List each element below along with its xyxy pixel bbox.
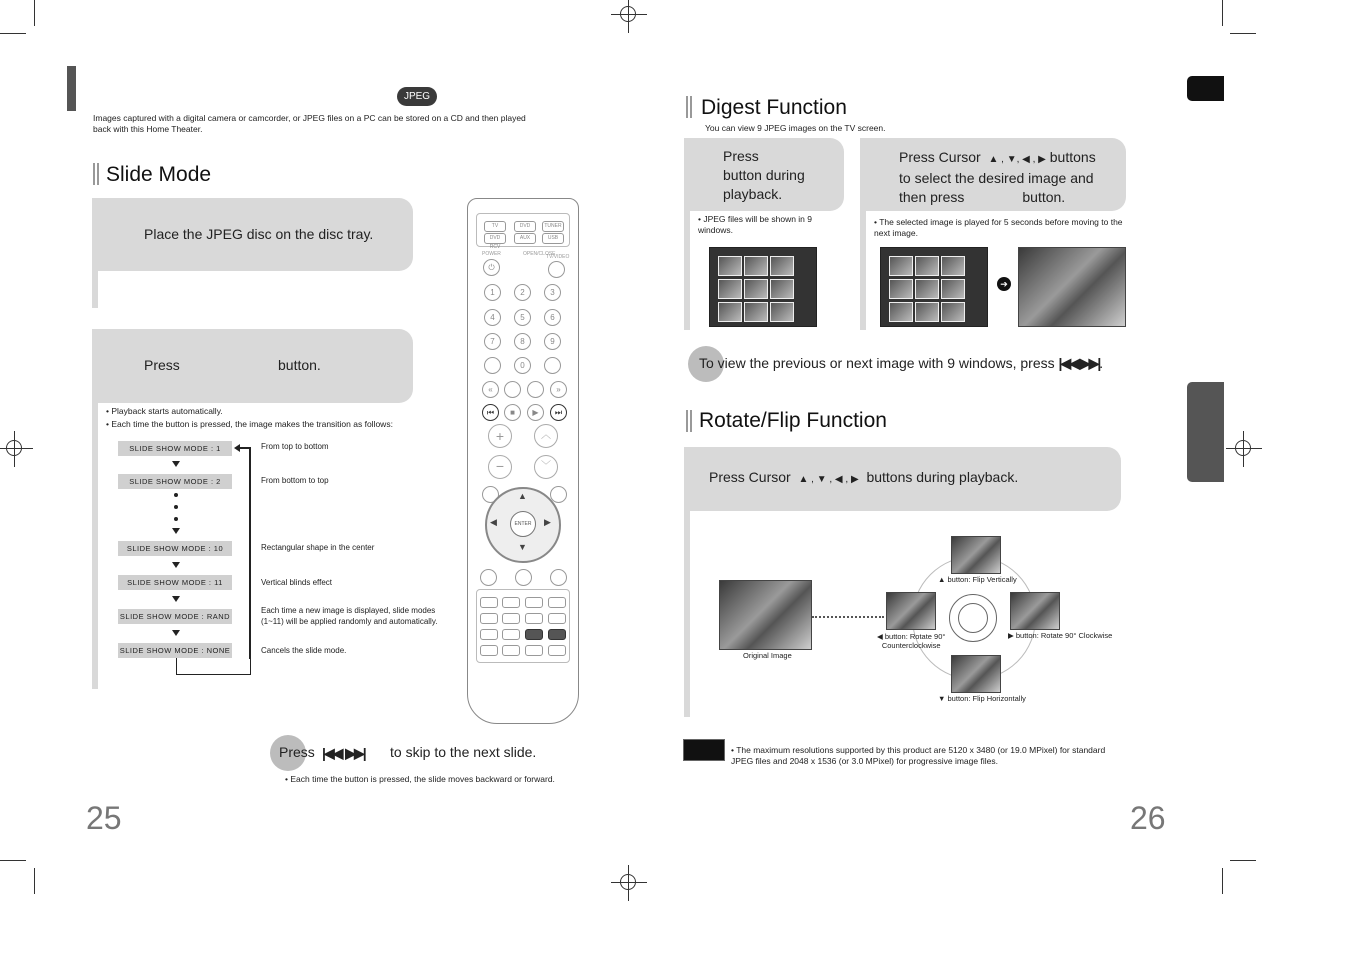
enter-button[interactable]: ENTER [510, 511, 536, 537]
num-button[interactable]: 7 [484, 333, 501, 350]
ellipsis-dot [174, 505, 178, 509]
function-button[interactable] [548, 613, 566, 624]
page-number: 26 [1130, 800, 1166, 836]
thumb [889, 279, 913, 299]
skip-back-icon[interactable]: ⏮ [482, 404, 499, 421]
section-bars [686, 410, 692, 432]
forward-icon[interactable]: » [550, 381, 567, 398]
crop-mark [0, 860, 26, 861]
tuning-down-icon[interactable]: ﹀ [534, 455, 558, 479]
loop-line [176, 658, 251, 675]
line: Press [723, 148, 759, 164]
down-arrow-icon[interactable]: ▼ [518, 542, 527, 552]
play-pause-icon[interactable]: ▶ [527, 404, 544, 421]
thumb [915, 302, 939, 322]
crop-mark [34, 868, 35, 894]
mute-button[interactable] [550, 569, 567, 586]
slide-mode-label: SLIDE SHOW MODE : 1 [118, 441, 232, 456]
crop-mark [0, 33, 26, 34]
tv-video-button[interactable] [548, 261, 565, 278]
function-button[interactable] [525, 597, 543, 608]
thumb [718, 302, 742, 322]
aux-button[interactable]: AUX [514, 233, 536, 244]
line [899, 148, 1124, 169]
thumb [770, 302, 794, 322]
thumb [915, 256, 939, 276]
flip-horizontal-label: ▼ button: Flip Horizontally [938, 694, 1026, 703]
page-number: 25 [86, 800, 122, 836]
thumb [941, 302, 965, 322]
digest-subtitle: You can view 9 JPEG images on the TV screen. [705, 123, 886, 133]
volume-up-icon[interactable]: + [488, 424, 512, 448]
right-arrow-icon[interactable]: ▶ [544, 517, 551, 527]
slide-mode-label: SLIDE SHOW MODE : 10 [118, 541, 232, 556]
skip-forward-icon[interactable]: ⏭ [550, 404, 567, 421]
num-button[interactable]: 4 [484, 309, 501, 326]
thumb [718, 256, 742, 276]
nine-window-screen [709, 247, 817, 327]
ellipsis-dot [174, 517, 178, 521]
thumb [744, 256, 768, 276]
left-arrow-icon[interactable]: ◀ [490, 517, 497, 527]
function-button[interactable] [502, 645, 520, 656]
skip-icons: |◀◀ ▶▶| [1058, 355, 1100, 371]
num-button[interactable]: 5 [514, 309, 531, 326]
dotted-connector [812, 616, 884, 618]
dvd-rcv-button[interactable]: DVD RCV [484, 233, 506, 244]
skip-note: • Each time the button is pressed, the slide moves backward or forward. [285, 774, 555, 784]
thumb [770, 279, 794, 299]
thumb [941, 279, 965, 299]
slide-mode-label: SLIDE SHOW MODE : RAND [118, 609, 232, 624]
digest-step1-text [723, 147, 805, 204]
remote-control [467, 198, 579, 724]
arrow-down-icon [172, 562, 180, 568]
arrow-down-icon [172, 630, 180, 636]
power-icon[interactable]: ⏻ [483, 259, 500, 276]
rewind-icon[interactable]: « [482, 381, 499, 398]
text: button: Flip Horizontally [947, 694, 1026, 703]
jpeg-badge: JPEG [397, 87, 437, 106]
crop-mark [1230, 33, 1256, 34]
text: then press [899, 189, 965, 205]
line: button during [723, 167, 805, 183]
header-bar [67, 66, 76, 111]
tv-video-label: TV/VIDEO [546, 254, 570, 260]
rotate-cw-label: ▶ button: Rotate 90° Clockwise [1008, 631, 1113, 640]
text: button: Rotate 90° Clockwise [1015, 631, 1113, 640]
cursor-arrows-icon: ▲ , ▼, ◀ , ▶ [988, 154, 1046, 165]
thumb [889, 256, 913, 276]
loop-line [249, 447, 251, 659]
text: buttons during playback. [866, 469, 1019, 485]
section-tab [1187, 382, 1224, 482]
registration-mark [620, 6, 636, 22]
cursor-pad-center [958, 603, 988, 633]
text: buttons [1049, 149, 1096, 165]
text: button: Rotate 90° [884, 632, 946, 641]
note-text: The selected image is played for 5 seconds before moving to the next image. [874, 217, 1123, 238]
tv-button[interactable]: TV [484, 221, 506, 232]
bullet-text: Playback starts automatically. [111, 406, 223, 416]
num-button[interactable]: 6 [544, 309, 561, 326]
rotate-cw-image [1010, 592, 1060, 630]
slide-mode-desc: Rectangular shape in the center [261, 543, 375, 552]
original-image [719, 580, 812, 650]
slide-mode-desc: From top to bottom [261, 442, 329, 451]
power-label: POWER [482, 251, 501, 257]
thumb [744, 302, 768, 322]
num-button[interactable]: 1 [484, 284, 501, 301]
step-icon[interactable] [504, 381, 521, 398]
skip-icons: |◀◀ ▶▶| [322, 745, 365, 761]
chapter-tab [1187, 76, 1224, 101]
cursor-arrows-icon: ▲ , ▼ , ◀ , ▶ [798, 474, 859, 485]
remain-button[interactable] [484, 357, 501, 374]
text: Press Cursor [709, 469, 791, 485]
digest-title: Digest Function [701, 96, 847, 119]
function-button[interactable] [548, 645, 566, 656]
num-button[interactable]: 9 [544, 333, 561, 350]
text: button. [1022, 189, 1066, 205]
bullet: • Playback starts automatically. [106, 406, 223, 416]
registration-mark [620, 874, 636, 890]
registration-mark [6, 440, 22, 456]
thumb [889, 302, 913, 322]
num-button[interactable]: 0 [514, 357, 531, 374]
function-button[interactable] [480, 597, 498, 608]
slide-mode-desc: Cancels the slide mode. [261, 646, 347, 655]
note-badge [683, 739, 725, 761]
slide-mode-desc: Vertical blinds effect [261, 578, 333, 587]
digest-note2: • The selected image is played for 5 seconds before moving to the next image. [874, 217, 1123, 238]
function-button[interactable] [480, 629, 498, 640]
slide-mode-desc: Each time a new image is displayed, slide modes (1~11) will be applied randomly and automatically. [261, 606, 438, 626]
slide-mode-label: SLIDE SHOW MODE : 2 [118, 474, 232, 489]
thumb [941, 256, 965, 276]
crop-mark [34, 0, 35, 26]
skip-note-text: Each time the button is pressed, the slide moves backward or forward. [290, 774, 555, 784]
open-close-label: OPEN/CLOSE [523, 251, 556, 257]
volume-down-icon[interactable]: − [488, 455, 512, 479]
text: Press Cursor [899, 149, 981, 165]
step2-press: Press [144, 357, 180, 373]
kitten-photo [1018, 247, 1126, 327]
registration-mark [1235, 440, 1251, 456]
thumb [770, 256, 794, 276]
step2-button: button. [278, 357, 321, 373]
repeat-icon[interactable] [527, 381, 544, 398]
skip-press: Press [279, 744, 315, 760]
crop-mark [1222, 868, 1223, 894]
function-button[interactable] [525, 613, 543, 624]
rotate-ccw-label: ◀ button: Rotate 90° Counterclockwise [877, 632, 946, 650]
digest-tip: To view the previous or next image with 9 windows, press |◀◀ ▶▶|. [699, 355, 1104, 371]
step1-text: Place the JPEG disc on the disc tray. [144, 226, 374, 242]
thumb [915, 279, 939, 299]
num-button[interactable]: 2 [514, 284, 531, 301]
flip-vertical-image [951, 536, 1001, 574]
crop-mark [1222, 0, 1223, 26]
dvd-button[interactable]: DVD [514, 221, 536, 232]
digest-note1: • JPEG files will be shown in 9 windows. [698, 214, 813, 235]
crop-mark [1230, 860, 1256, 861]
function-button[interactable] [480, 645, 498, 656]
info-button[interactable] [480, 569, 497, 586]
function-button[interactable] [502, 613, 520, 624]
slide-mode-title: Slide Mode [106, 163, 212, 186]
function-button[interactable] [502, 597, 520, 608]
tuning-up-icon[interactable]: ︿ [534, 424, 558, 448]
usb-button[interactable]: USB [542, 233, 564, 244]
thumb [718, 279, 742, 299]
digest-step2-text [899, 148, 1124, 207]
tip-text: To view the previous or next image with 9 windows, press [699, 355, 1055, 371]
cancel-button[interactable] [544, 357, 561, 374]
flip-horizontal-image [951, 655, 1001, 693]
arrow-down-icon [172, 461, 180, 467]
note-text: The maximum resolutions supported by this product are 5120 x 3480 (or 19.0 MPixel) for standard JPEG files and 2048 x 1536 (or 3.0 MPixel) for progressive image files. [731, 745, 1106, 766]
slide-mode-label: SLIDE SHOW MODE : NONE [118, 643, 232, 658]
ellipsis-dot [174, 493, 178, 497]
up-arrow-icon[interactable]: ▲ [518, 491, 527, 501]
num-button[interactable]: 8 [514, 333, 531, 350]
line [899, 188, 1124, 207]
rotate-ccw-image [886, 592, 936, 630]
bullet: • Each time the button is pressed, the image makes the transition as follows: [106, 419, 393, 429]
thumb [744, 279, 768, 299]
function-button[interactable] [480, 613, 498, 624]
resolution-note: • The maximum resolutions supported by this product are 5120 x 3480 (or 19.0 MPixel) for standard JPEG files and 2048 x 1536 (or 3.0 MPixel) for progressive image files. [731, 745, 1106, 766]
skip-text: to skip to the next slide. [390, 744, 537, 760]
arrow-right-icon: ➔ [997, 277, 1011, 291]
intro-text: Images captured with a digital camera or camcorder, or JPEG files on a PC can be stored on a CD and then played back with this Home Theater. [93, 113, 526, 134]
bullet-text: Each time the button is pressed, the image makes the transition as follows: [111, 419, 393, 429]
tuner-button[interactable]: TUNER [542, 221, 564, 232]
section-bars [686, 96, 692, 118]
original-label: Original Image [743, 651, 792, 660]
text: Counterclockwise [881, 641, 941, 650]
rotate-instruction [709, 469, 1018, 485]
stop-icon[interactable]: ■ [504, 404, 521, 421]
function-button[interactable] [525, 645, 543, 656]
arrow-down-icon [172, 596, 180, 602]
arrow-left-icon [234, 444, 240, 452]
step2-box [92, 329, 413, 403]
function-button[interactable] [548, 597, 566, 608]
flip-vertical-label: ▲ button: Flip Vertically [938, 575, 1017, 584]
function-button[interactable] [502, 629, 520, 640]
logo-button[interactable] [515, 569, 532, 586]
rotate-title: Rotate/Flip Function [699, 409, 887, 432]
slide-mode-label: SLIDE SHOW MODE : 11 [118, 575, 232, 590]
digest-button[interactable] [548, 629, 566, 640]
note-text: JPEG files will be shown in 9 windows. [698, 214, 813, 235]
line: to select the desired image and [899, 170, 1094, 186]
slide-mode-button[interactable] [525, 629, 543, 640]
num-button[interactable]: 3 [544, 284, 561, 301]
slide-mode-desc: From bottom to top [261, 476, 329, 485]
section-bars [93, 163, 99, 185]
text: button: Flip Vertically [947, 575, 1017, 584]
arrow-down-icon [172, 528, 180, 534]
nine-window-screen [880, 247, 988, 327]
line: playback. [723, 186, 783, 202]
